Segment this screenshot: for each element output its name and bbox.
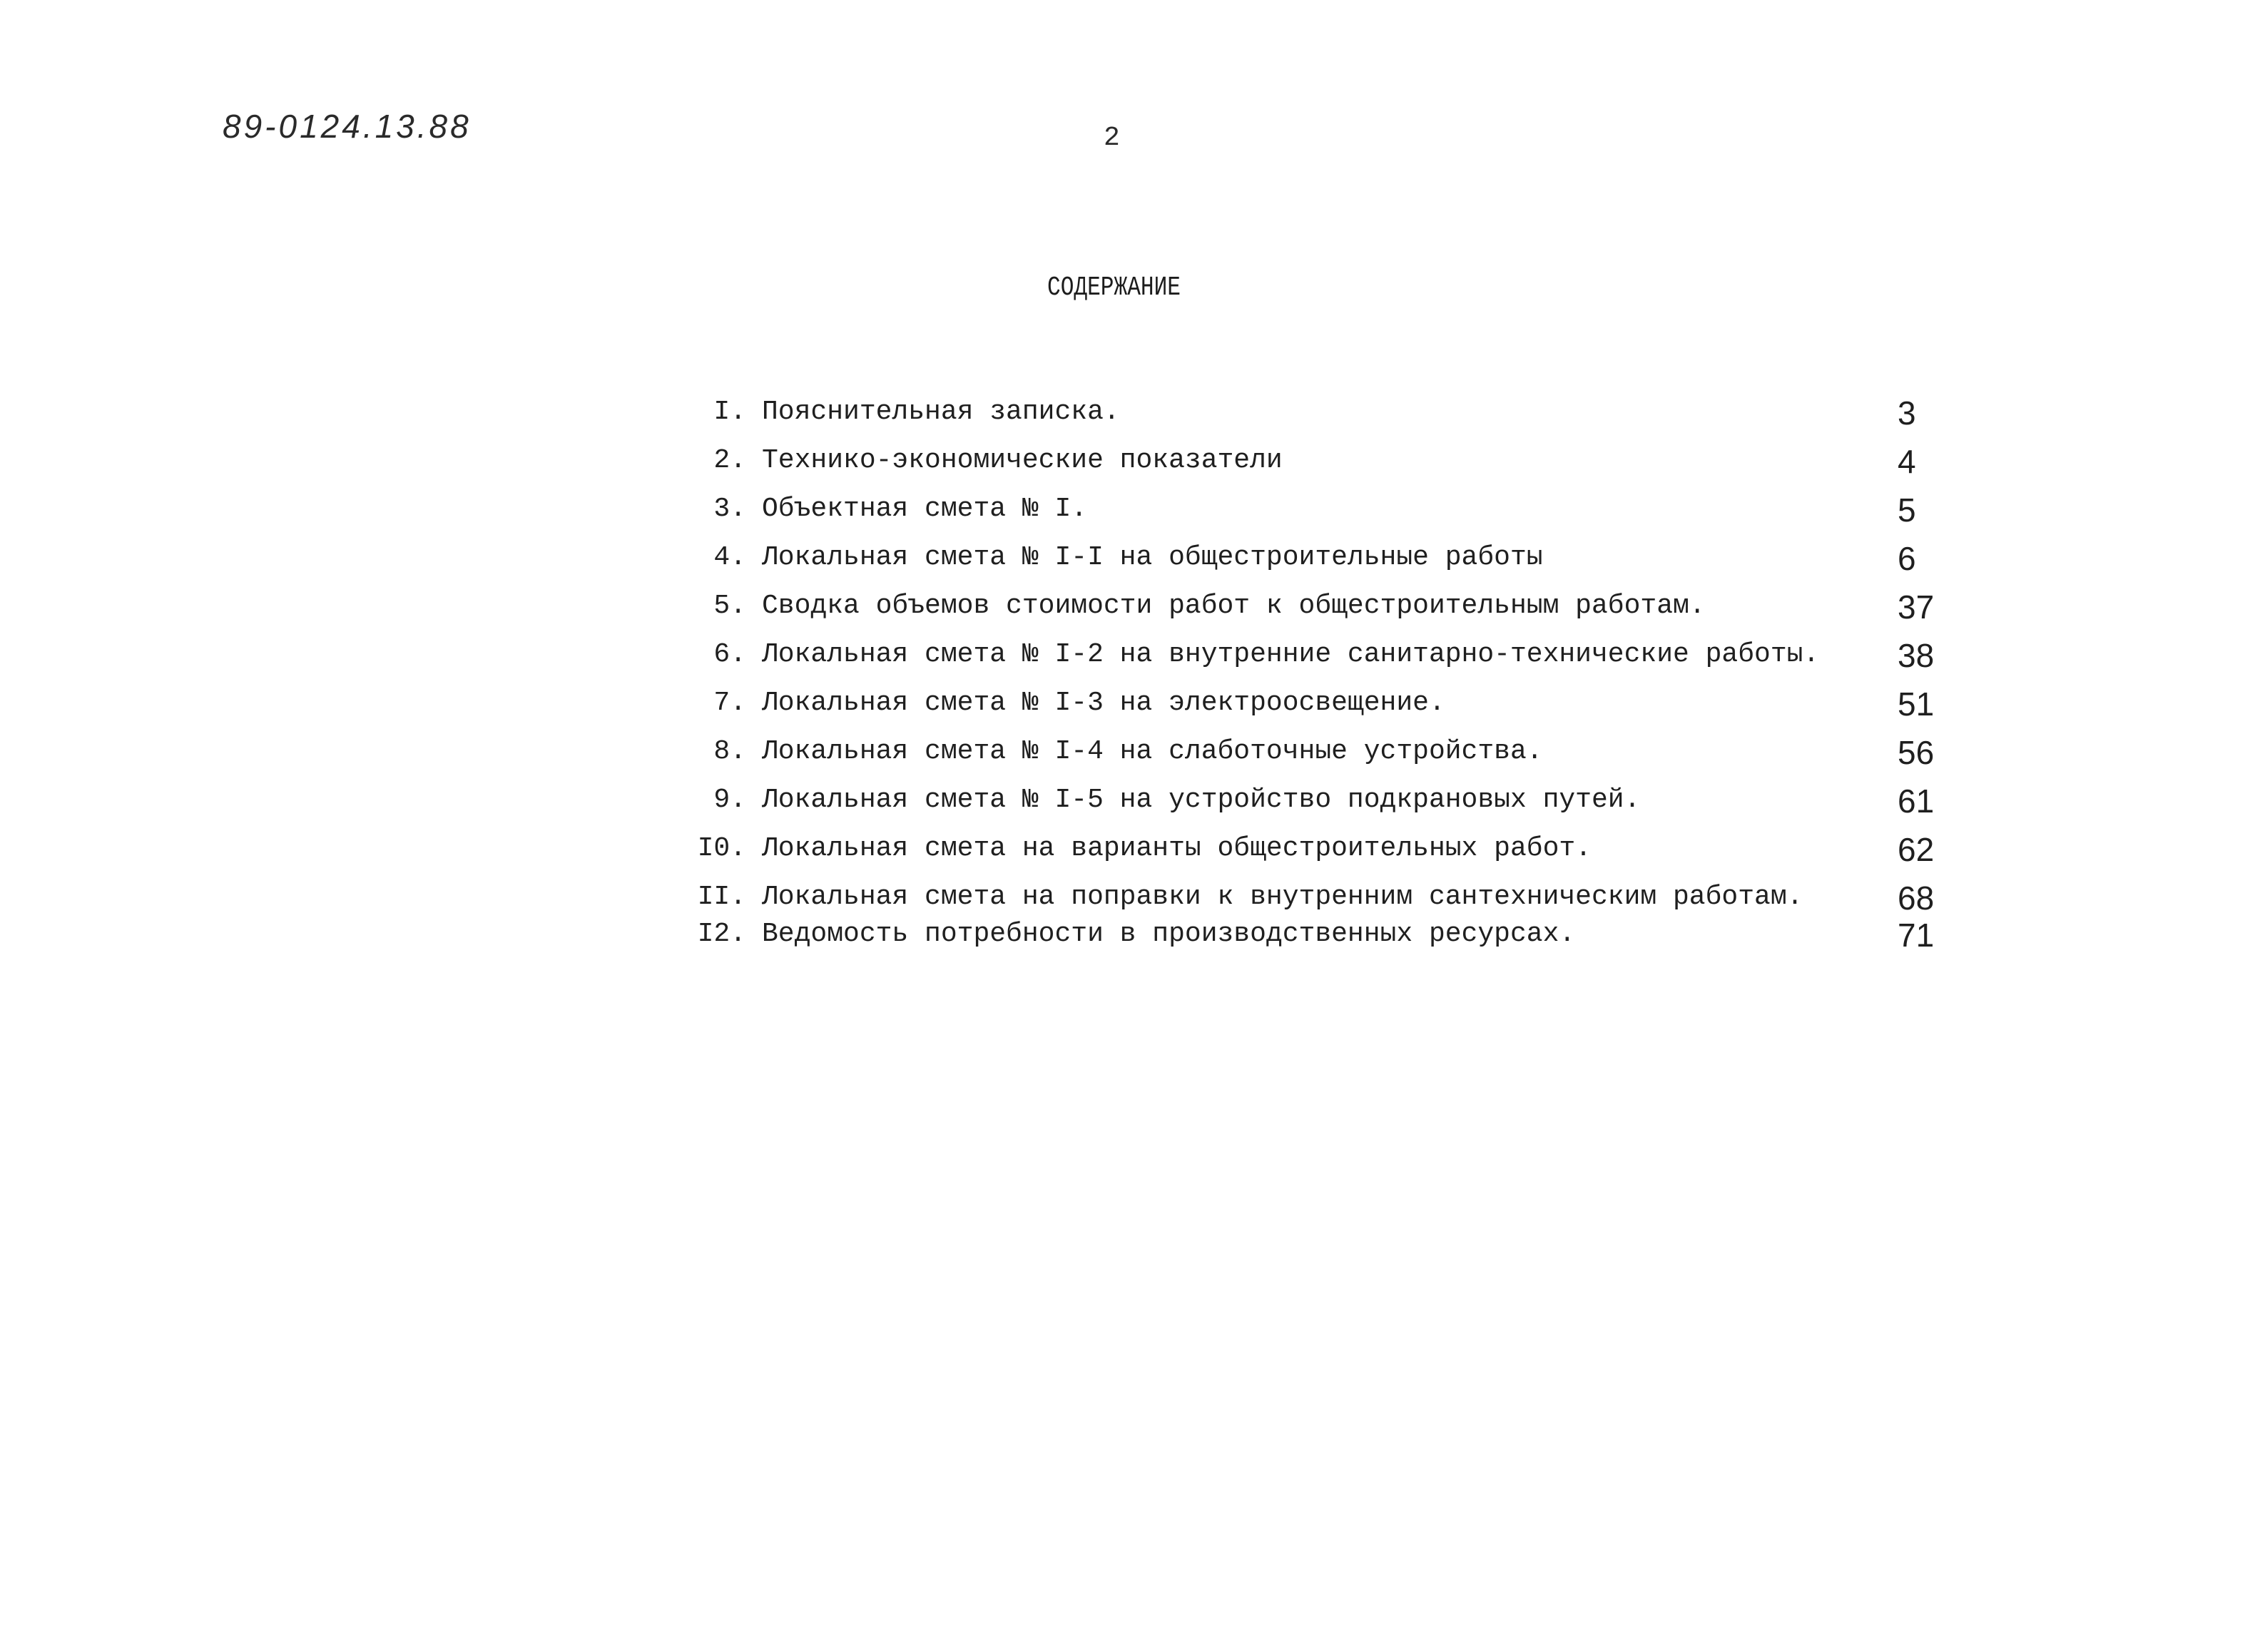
toc-item-page: 68 (1898, 879, 1935, 917)
toc-item (0, 919, 2260, 954)
toc-item-page: 3 (1898, 394, 1916, 432)
toc-item-number: 3. (713, 494, 746, 524)
toc-item-title: Локальная смета № I-3 на электроосвещение. (762, 688, 1445, 718)
toc-item (0, 491, 2260, 529)
toc-title: СОДЕРЖАНИЕ (1047, 272, 1181, 303)
toc-item-number: 5. (713, 591, 746, 621)
toc-item-page: 71 (1898, 917, 1935, 954)
toc-item-page: 51 (1898, 685, 1935, 723)
toc-item (0, 394, 2260, 432)
toc-item-title: Технико-экономические показатели (762, 445, 1283, 476)
toc-item-number: I0. (697, 833, 746, 864)
toc-item-title: Локальная смета № I-I на общестроительные работы (762, 542, 1543, 573)
page-number: 2 (1104, 123, 1120, 153)
toc-item-title: Локальная смета на поправки к внутренним сантехническим работам. (762, 882, 1803, 912)
toc-item-title: Локальная смета на варианты общестроительных работ. (762, 833, 1592, 864)
toc-item (0, 542, 2260, 578)
toc-item-number: 4. (713, 542, 746, 573)
toc-item-page: 37 (1898, 588, 1935, 626)
toc-item-title: Локальная смета № I-2 на внутренние санитарно-технические работы. (762, 639, 1820, 670)
toc-item (0, 736, 2260, 772)
toc-item-title: Объектная смета № I. (762, 494, 1088, 524)
toc-item (0, 445, 2260, 481)
toc-item-page: 5 (1898, 491, 1916, 529)
toc-item-page: 61 (1898, 782, 1935, 820)
toc-item (0, 588, 2260, 626)
toc-item-page: 4 (1898, 443, 1916, 480)
document-code: 89-0124.13.88 (223, 108, 472, 145)
toc-item (0, 685, 2260, 723)
toc-item-number: II. (697, 882, 746, 912)
toc-item-page: 6 (1898, 540, 1916, 577)
toc-item-title: Локальная смета № I-4 на слаботочные устройства. (762, 736, 1543, 767)
toc-item-number: I2. (697, 919, 746, 949)
toc-item-title: Локальная смета № I-5 на устройство подкрановых путей. (762, 785, 1641, 815)
toc-item-title: Ведомость потребности в производственных ресурсах. (762, 919, 1576, 949)
toc-item-number: 8. (713, 736, 746, 767)
toc-item-number: I. (713, 397, 746, 427)
toc-item-page: 38 (1898, 637, 1935, 674)
toc-item-title: Пояснительная записка. (762, 397, 1120, 427)
toc-item-page: 56 (1898, 734, 1935, 771)
toc-item-number: 9. (713, 785, 746, 815)
toc-item-page: 62 (1898, 831, 1935, 868)
toc-item (0, 879, 2260, 917)
toc-item-number: 6. (713, 639, 746, 670)
toc-item (0, 833, 2260, 869)
toc-item-title: Сводка объемов стоимости работ к общестроительным работам. (762, 591, 1706, 621)
toc-item (0, 782, 2260, 820)
toc-item-number: 2. (713, 445, 746, 476)
toc-item (0, 639, 2260, 675)
toc-item-number: 7. (713, 688, 746, 718)
